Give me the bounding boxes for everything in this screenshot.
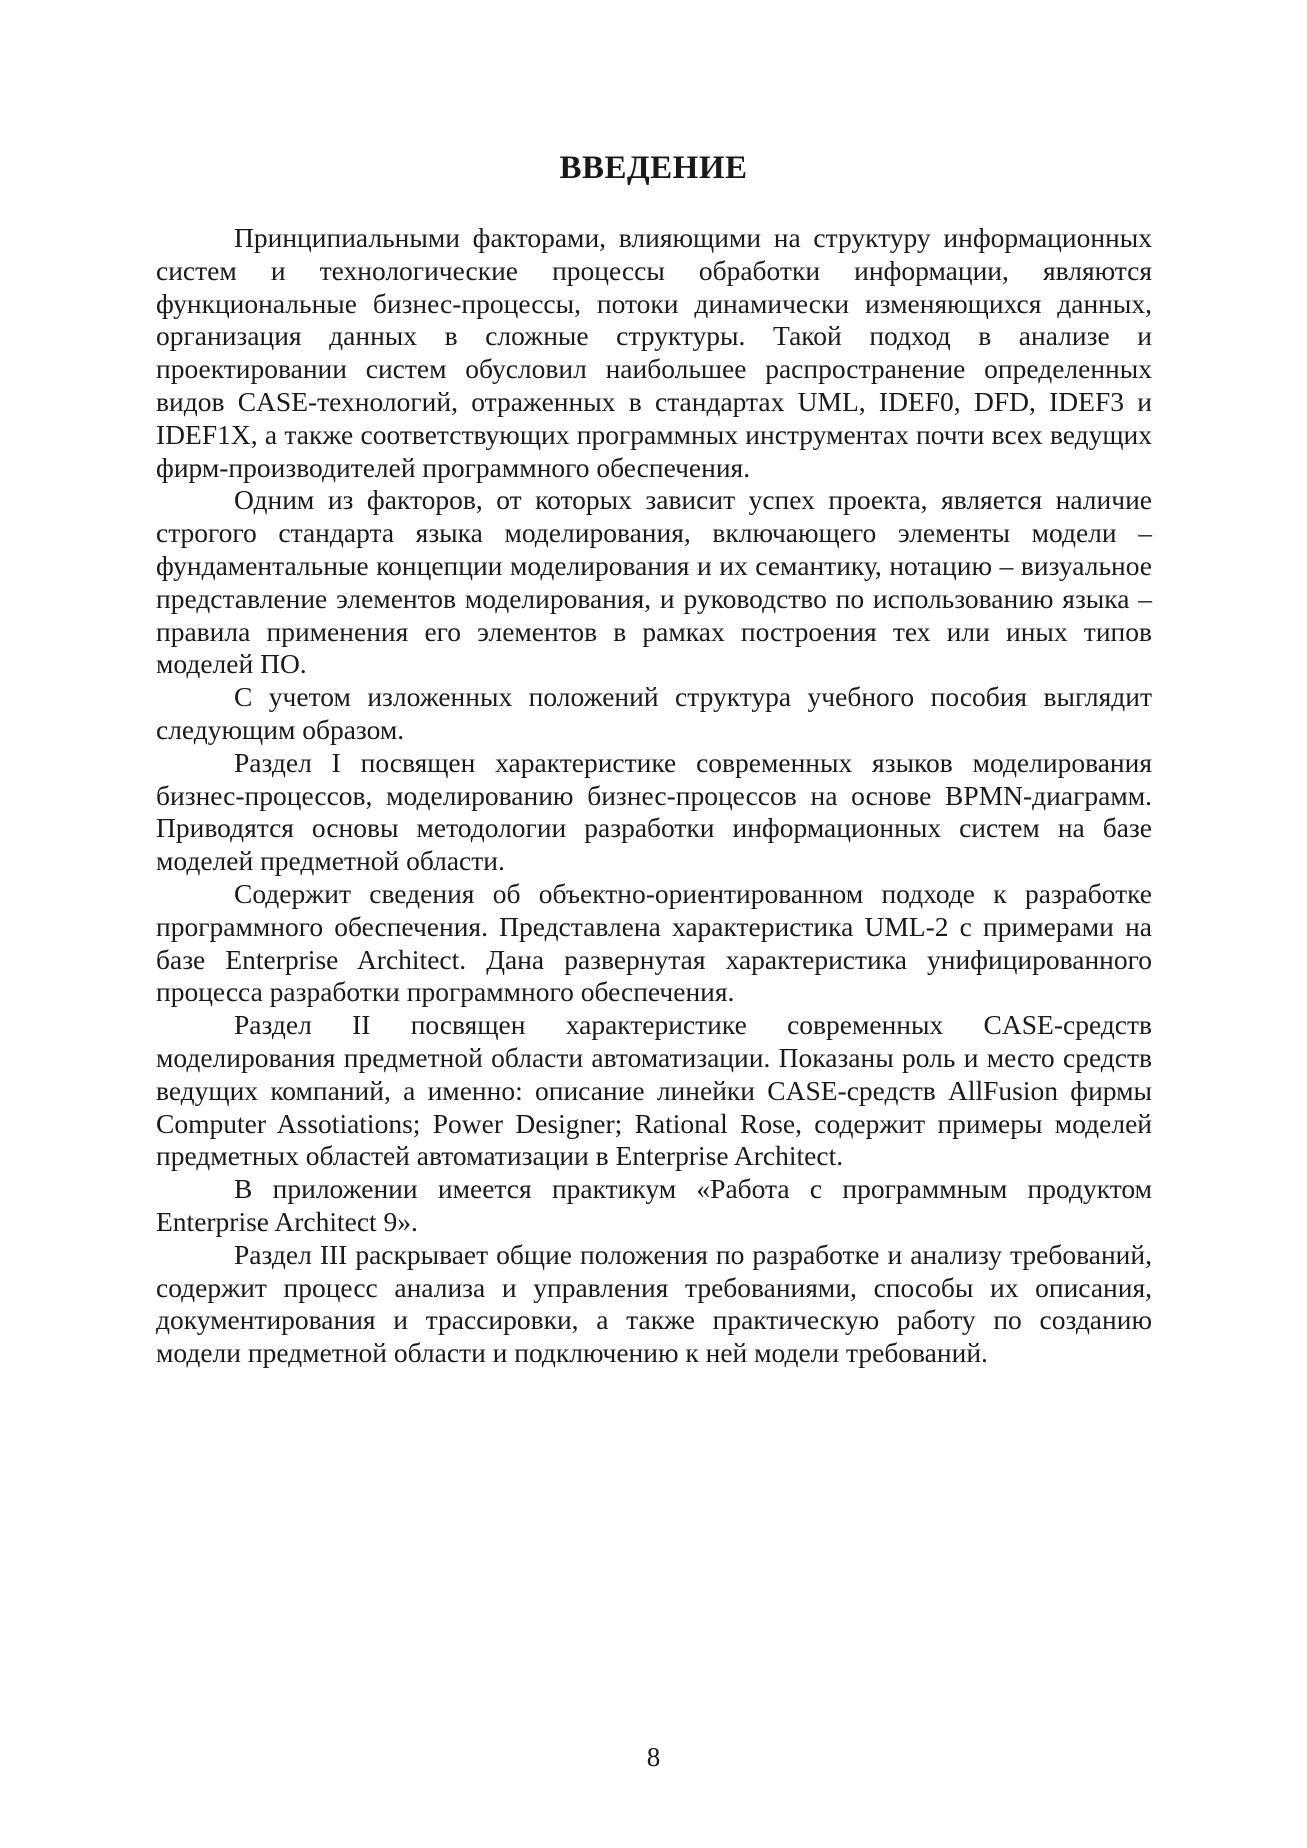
paragraph-4: Раздел I посвящен характеристике современных языков моделирования бизнес-процессов, моделированию бизнес-процессов на основе BPMN-диаграмм. Приводятся основы методологии разработки информационных систем на базе моделей предметной области. [156, 746, 1152, 877]
paragraph-5: Содержит сведения об объектно-ориентированном подходе к разработке программного обеспечения. Представлена характеристика UML-2 с примерами на базе Enterprise Architect. Дана развернутая характеристика унифицированного процесса разработки программного обеспечения. [156, 877, 1152, 1008]
paragraph-2: Одним из факторов, от которых зависит успех проекта, является наличие строгого стандарта языка моделирования, включающего элементы модели – фундаментальные концепции моделирования и их семантику, нотацию – визуальное представление элементов моделирования, и руководство по использованию языка – правила применения его элементов в рамках построения тех или иных типов моделей ПО. [156, 484, 1152, 680]
paragraph-6: Раздел II посвящен характеристике современных CASE-средств моделирования предметной области автоматизации. Показаны роль и место средств ведущих компаний, а именно: описание линейки CASE-средств AllFusion фирмы Computer Assotiations; Power Designer; Rational Rose, содержит примеры моделей предметных областей автоматизации в Enterprise Architect. [156, 1009, 1152, 1172]
paragraph-7: В приложении имеется практикум «Работа с программным продуктом Enterprise Architect 9». [156, 1173, 1152, 1237]
paragraph-8: Раздел III раскрывает общие положения по разработке и анализу требований, содержит процесс анализа и управления требованиями, способы их описания, документирования и трассировки, а также практическую работу по созданию модели предметной области и подключению к ней модели требований. [156, 1238, 1152, 1369]
page-number: 8 [646, 1742, 661, 1772]
page-title: ВВЕДЕНИЕ [559, 150, 748, 186]
paragraph-1: Принципиальными факторами, влияющими на структуру информационных систем и технологические процессы обработки информации, являются функциональные бизнес-процессы, потоки динамически изменяющихся данных, организация данных в сложные структуры. Такой подход в анализе и проектировании систем обусловил наибольшее распространение определенных видов CASE-технологий, отраженных в стандартах UML, IDEF0, DFD, IDEF3 и IDEF1X, а также соответствующих программных инструментах почти всех ведущих фирм-производителей программного обеспечения. [156, 222, 1152, 483]
paragraph-3: С учетом изложенных положений структура учебного пособия выглядит следующим образом. [156, 681, 1152, 745]
body-text [156, 222, 1152, 1370]
